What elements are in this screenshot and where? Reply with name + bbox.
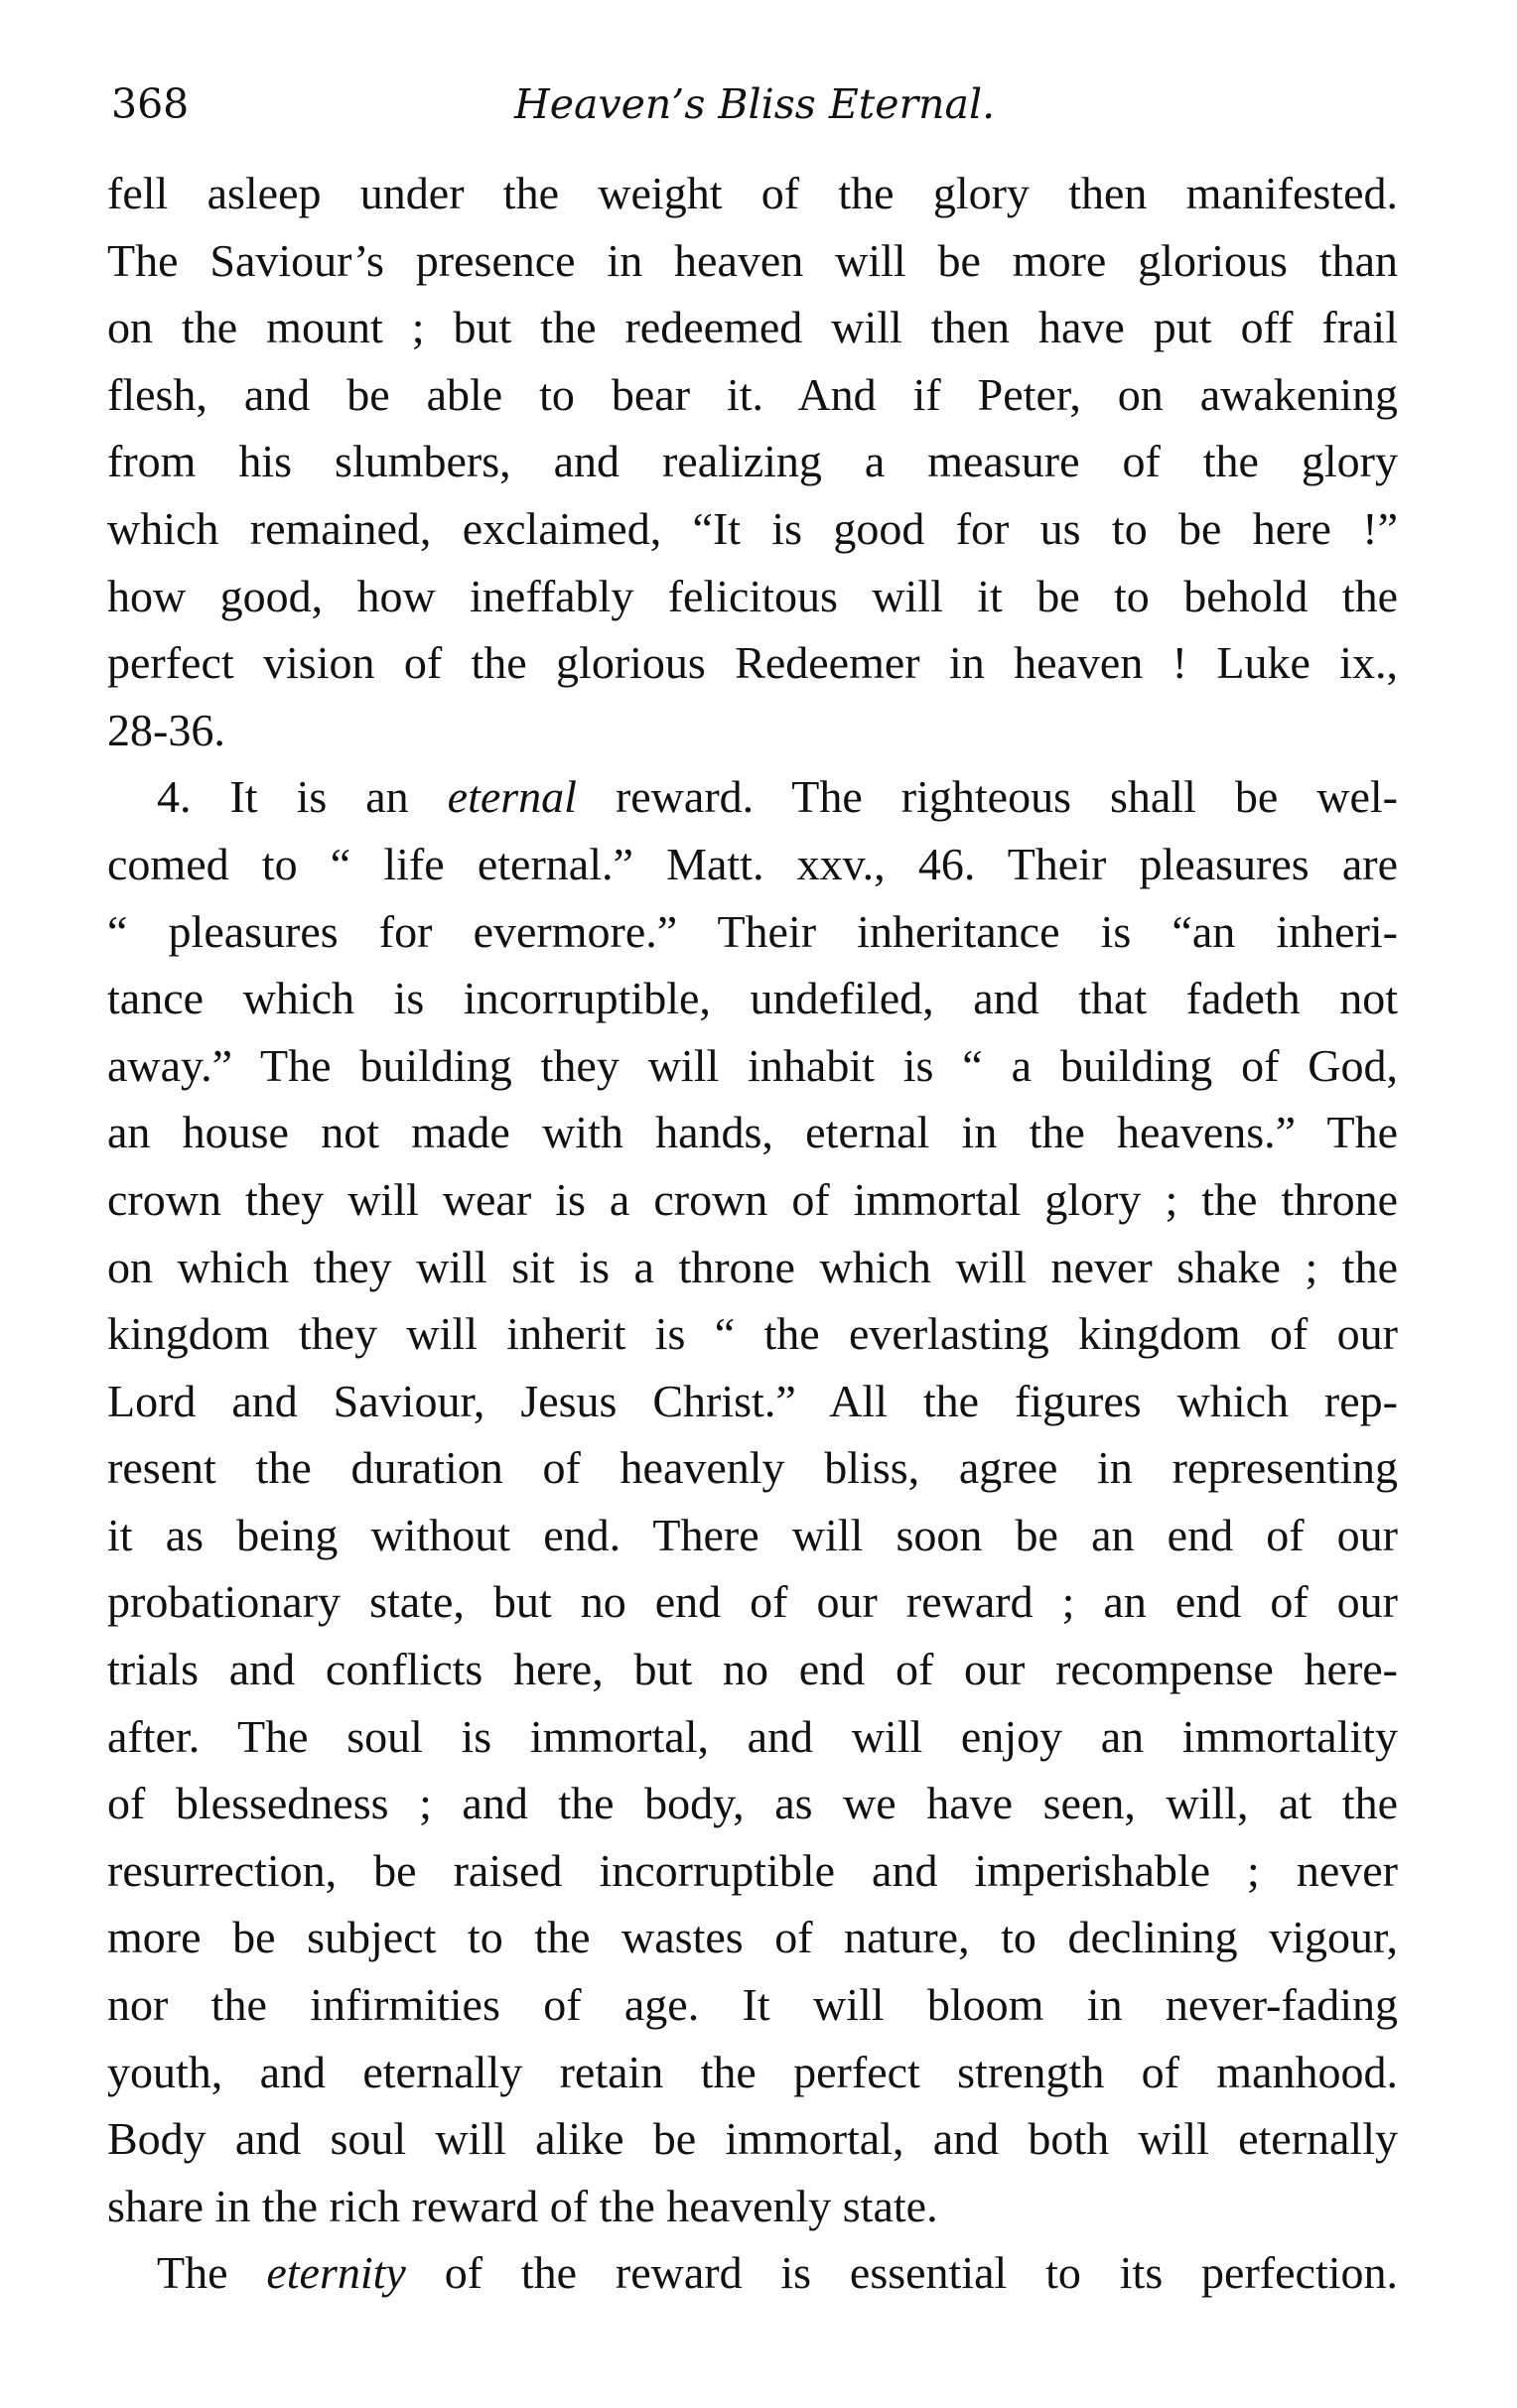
text-line: more be subject to the wastes of nature, to declining vigour,: [107, 1912, 1398, 1963]
text-line: crown they will wear is a crown of immortal glory ; the throne: [107, 1173, 1398, 1225]
text-line: away.” The building they will inhabit is “ a building of God,: [107, 1039, 1398, 1091]
text-line: comed to “ life eternal.” Matt. xxv., 46. Their pleasures are: [107, 838, 1398, 889]
text-line: resent the duration of heavenly bliss, agree in representing: [107, 1442, 1398, 1494]
text-line: [107, 2239, 1398, 2307]
text-line: fell asleep under the weight of the glory then manifested.: [107, 168, 1398, 218]
text-line: on the mount ; but the redeemed will then have put off frail: [107, 302, 1398, 353]
text-line: share in the rich reward of the heavenly state.: [107, 2180, 938, 2231]
text-line: which remained, exclaimed, “It is good for us to be here !”: [107, 502, 1398, 554]
text-line: how good, how ineffably felicitous will it be to behold the: [107, 570, 1398, 621]
text-line: flesh, and be able to bear it. And if Peter, on awakening: [107, 368, 1398, 420]
text-line: Lord and Saviour, Jesus Christ.” All the figures which rep-: [107, 1375, 1398, 1426]
text-line: an house not made with hands, eternal in the heavens.” The: [107, 1107, 1398, 1158]
text-line: “ pleasures for evermore.” Their inheritance is “an inheri-: [107, 905, 1398, 957]
text-line: it as being without end. There will soon be an end of our: [107, 1509, 1398, 1560]
text-line: after. The soul is immortal, and will enjoy an immortality: [107, 1710, 1398, 1762]
text-line: kingdom they will inherit is “ the everlasting kingdom of our: [107, 1308, 1398, 1360]
body-text: [107, 160, 1398, 2307]
text-run: reward. The righteous shall be wel-: [576, 771, 1398, 823]
text-line: 28-36.: [107, 704, 225, 755]
italic-word: eternity: [266, 2247, 406, 2299]
text-line: of blessedness ; and the body, as we have seen, will, at the: [107, 1778, 1398, 1829]
text-line: [107, 763, 1398, 831]
running-title: Heaven’s Bliss Eternal.: [514, 80, 996, 128]
text-run: 4. It is an: [157, 771, 448, 823]
text-line: tance which is incorruptible, undefiled, and that fadeth not: [107, 973, 1398, 1024]
text-line: trials and conflicts here, but no end of our recompense here-: [107, 1644, 1398, 1695]
book-page: [107, 69, 1398, 2307]
text-line: probationary state, but no end of our reward ; an end of our: [107, 1576, 1398, 1628]
running-head: [107, 69, 1398, 139]
text-line: perfect vision of the glorious Redeemer in heaven ! Luke ix.,: [107, 637, 1398, 689]
text-line: The Saviour’s presence in heaven will be more glorious than: [107, 234, 1398, 286]
text-line: nor the infirmities of age. It will bloom in never-fading: [107, 1979, 1398, 2031]
text-line: from his slumbers, and realizing a measure of the glory: [107, 436, 1398, 487]
text-line: on which they will sit is a throne which will never shake ; the: [107, 1241, 1398, 1292]
text-line: Body and soul will alike be immortal, and both will eternally: [107, 2113, 1398, 2165]
text-line: resurrection, be raised incorruptible and imperishable ; never: [107, 1844, 1398, 1896]
italic-word: eternal: [447, 771, 577, 823]
text-run: of the reward is essential to its perfection.: [405, 2247, 1398, 2299]
text-run: The: [157, 2247, 267, 2299]
text-line: youth, and eternally retain the perfect strength of manhood.: [107, 2046, 1398, 2097]
page-number: 368: [111, 80, 190, 128]
